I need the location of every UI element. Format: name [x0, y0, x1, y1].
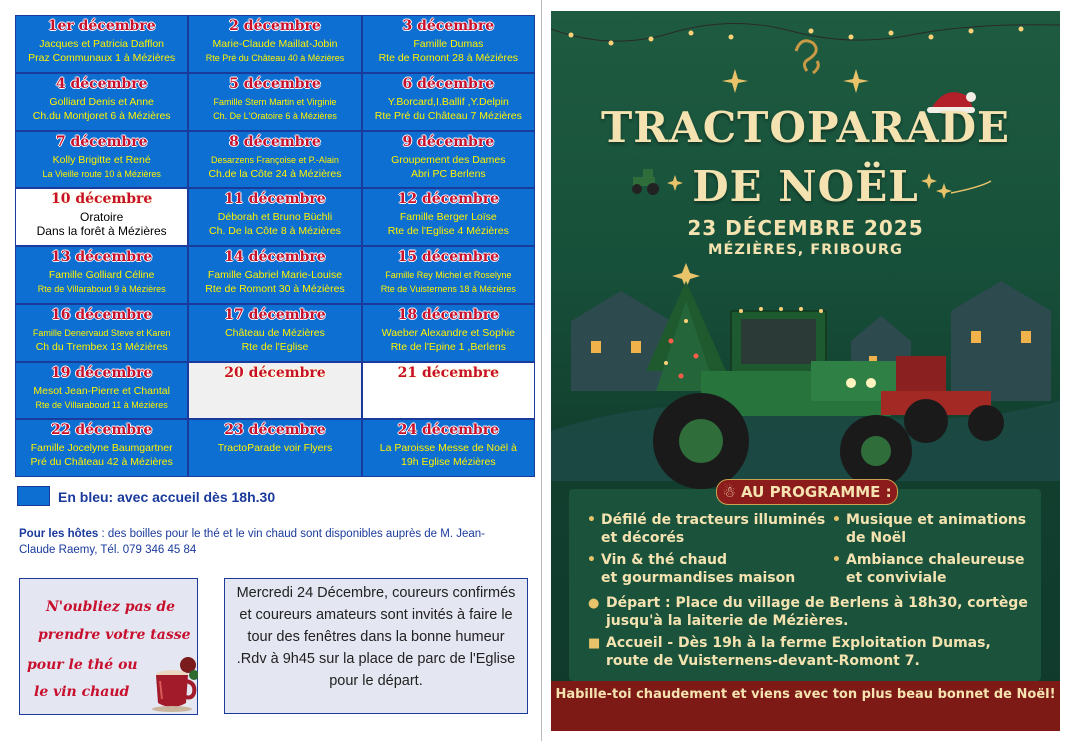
calendar-day-date: 19 décembre [50, 364, 153, 381]
calendar-day-address: Ch.du Montjoret 6 à Mézières [32, 109, 171, 122]
bullet-1-line-2: et décorés [601, 530, 685, 546]
calendar-day-address: Praz Communaux 1 à Mézières [28, 52, 176, 64]
bullet-2-line-2: de Noël [846, 530, 907, 546]
calendar-day-cell [363, 363, 534, 419]
calendar-day-cell [363, 189, 534, 245]
calendar-day-host: Famille Berger Loïse [399, 211, 497, 224]
poster-title-line-1: TRACTOPARADE [600, 103, 1011, 152]
calendar-day-cell [363, 305, 534, 361]
calendar-day-date: 9 décembre [402, 133, 495, 150]
poster-place: MÉZIÈRES, FRIBOURG [708, 242, 903, 258]
calendar-day-host: Famille Dumas [413, 38, 484, 50]
calendar-day-date: 1er décembre [47, 18, 156, 34]
calendar-day-date: 20 décembre [224, 364, 326, 381]
calendar-day-cell [189, 305, 360, 361]
bullet-dot-icon: • [832, 552, 841, 568]
advent-calendar-grid [15, 15, 535, 477]
calendar-day-date: 7 décembre [55, 133, 148, 150]
snowman-icon: ☃ [722, 483, 742, 501]
bullet-4-line-2: et conviviale [846, 570, 947, 586]
calendar-day-date: 13 décembre [50, 249, 153, 265]
calendar-day-date: 11 décembre [224, 191, 326, 208]
calendar-day-cell [189, 132, 360, 188]
calendar-day-date: 15 décembre [397, 249, 499, 265]
calendar-day-address: Ch. De la Côte 8 à Mézières [209, 225, 341, 238]
calendar-day-date: 8 décembre [229, 133, 321, 150]
calendar-day-host: Famille Stern Martin et Virginie [213, 96, 337, 107]
page-separator [541, 0, 542, 741]
bullet-3-line-2: et gourmandises maison [601, 570, 796, 586]
calendar-day-address: Dans la forêt à Mézières [36, 224, 167, 239]
calendar-day-cell [189, 16, 360, 72]
calendar-day-date: 21 décembre [397, 364, 499, 381]
calendar-day-cell [363, 132, 534, 188]
calendar-day-date: 5 décembre [229, 75, 321, 92]
calendar-day-date: 2 décembre [229, 18, 321, 34]
calendar-day-host: Famille Rey Michel et Roselyne [385, 270, 512, 280]
location-pin-icon: ● [588, 596, 600, 611]
bullet-1-line-1: Défilé de tracteurs illuminés [601, 512, 826, 528]
depart-line-1: Départ : Place du village de Berlens à 18h30, cortège [606, 595, 1028, 611]
calendar-day-cell [363, 247, 534, 303]
calendar-day-date: 16 décembre [50, 306, 153, 323]
program-bullet-2 [832, 511, 1027, 547]
bullet-dot-icon: • [587, 512, 596, 528]
tasse-line-2: prendre votre tasse [38, 627, 191, 643]
calendar-day-date: 22 décembre [50, 422, 153, 439]
calendar-day-date: 24 décembre [397, 422, 499, 439]
calendar-day-address: Rte Pré du Château 40 à Mézières [205, 53, 345, 63]
calendar-day-address: Rte de l'Epine 1 ,Berlens [390, 340, 506, 353]
accueil-info [588, 634, 991, 670]
calendar-day-cell [16, 74, 187, 130]
calendar-day-host: Famille Golliard Céline [48, 269, 155, 281]
calendar-day-host: Groupement des Dames [391, 153, 506, 166]
calendar-day-host: La Paroisse Messe de Noël à [379, 442, 517, 455]
house-icon: ■ [588, 636, 601, 651]
program-label-text: AU PROGRAMME : [741, 483, 892, 501]
calendar-day-cell [16, 247, 187, 303]
program-bullet-4 [832, 551, 1025, 587]
accueil-line-2: route de Vuisternens-devant-Romont 7. [606, 653, 920, 669]
calendar-day-date: 17 décembre [224, 306, 326, 323]
calendar-day-address: Ch. De L'Oratoire 6 à Mézières [213, 110, 337, 121]
calendar-day-cell [16, 132, 187, 188]
program-bullet-1 [587, 511, 826, 547]
program-bullet-3 [587, 551, 796, 587]
tasse-reminder-box [19, 578, 198, 715]
calendar-day-cell [363, 74, 534, 130]
calendar-day-address: Ch.de la Côte 24 à Mézières [208, 167, 342, 180]
bullet-4-line-1: Ambiance chaleureuse [846, 552, 1025, 568]
calendar-day-address: Abri PC Berlens [410, 167, 486, 180]
depart-line-2: jusqu'à la laiterie de Mézières. [606, 613, 849, 629]
calendar-day-cell [189, 420, 360, 476]
calendar-day-cell [189, 363, 360, 419]
calendar-day-cell [363, 16, 534, 72]
tasse-line-1: N'oubliez pas de [46, 599, 176, 615]
calendar-day-address: Rte de Vuisternens 18 à Mézières [380, 284, 516, 294]
calendar-day-cell [363, 420, 534, 476]
calendar-day-address: Ch du Trembex 13 Mézières [35, 340, 168, 353]
calendar-day-address: Rte de Villaraboud 11 à Mézières [35, 399, 168, 410]
poster-title-line-2: DE NOËL [692, 162, 919, 211]
bullet-2-line-1: Musique et animations [846, 512, 1027, 528]
poster-footer: Habille-toi chaudement et viens avec ton plus beau bonnet de Noël! [551, 681, 1060, 731]
hosts-note [19, 526, 509, 558]
calendar-day-host: Famille Denervaud Steve et Karen [32, 327, 171, 338]
calendar-day-host: Déborah et Bruno Büchli [217, 211, 333, 224]
calendar-day-address: Rte de l'Eglise [241, 340, 309, 353]
calendar-day-cell [16, 305, 187, 361]
calendar-day-cell [189, 189, 360, 245]
calendar-day-address: Rte de Villaraboud 9 à Mézières [37, 284, 166, 294]
calendar-day-cell [16, 16, 187, 72]
bullet-dot-icon: • [832, 512, 841, 528]
calendar-day-date: 12 décembre [397, 191, 499, 208]
hosts-note-text: : des boilles pour le thé et le vin chaud sont disponibles auprès de M. Jean-Claude Raemy, Tél. 079 346 45 84 [19, 528, 486, 556]
hosts-note-label: Pour les hôtes [19, 528, 99, 540]
calendar-day-date: 14 décembre [224, 249, 326, 265]
calendar-day-host: Golliard Denis et Anne [49, 95, 154, 108]
poster-date: 23 DÉCEMBRE 2025 [687, 216, 924, 240]
tasse-line-3: pour le thé ou [27, 657, 138, 673]
calendar-day-date: 23 décembre [224, 422, 326, 439]
calendar-day-host: Jacques et Patricia Dafflon [39, 38, 165, 50]
legend-blue-swatch [17, 486, 50, 506]
calendar-day-host: Marie-Claude Maillat-Jobin [212, 38, 338, 50]
bullet-dot-icon: • [587, 552, 596, 568]
accueil-line-1: Accueil - Dès 19h à la ferme Exploitation Dumas, [606, 635, 991, 651]
calendar-day-address: Pré du Château 42 à Mézières [30, 456, 173, 469]
calendar-day-host: Château de Mézières [225, 326, 325, 339]
calendar-day-host: Famille Gabriel Marie-Louise [207, 269, 343, 281]
calendar-day-date: 10 décembre [50, 191, 153, 208]
calendar-day-cell [16, 363, 187, 419]
calendar-day-host: Oratoire [79, 210, 124, 225]
calendar-day-address: 19h Eglise Mézières [401, 456, 496, 469]
calendar-day-host: Desarzens Françoise et P.-Alain [211, 154, 339, 165]
calendar-day-host: Famille Jocelyne Baumgartner [30, 442, 173, 455]
bullet-3-line-1: Vin & thé chaud [601, 552, 728, 568]
tasse-line-4: le vin chaud [34, 684, 130, 700]
calendar-day-cell [16, 189, 187, 245]
calendar-day-address: Rte Pré du Château 7 Mézières [374, 109, 522, 122]
calendar-day-address: Rte de Romont 28 à Mézières [378, 52, 519, 64]
calendar-day-address: Rte de l'Eglise 4 Mézières [387, 225, 509, 238]
calendar-day-date: 18 décembre [397, 306, 499, 323]
program-label [716, 479, 898, 505]
calendar-day-date: 6 décembre [402, 75, 495, 92]
calendar-day-host: Y.Borcard,I.Ballif ,Y.Delpin [387, 95, 509, 108]
mug-image [150, 657, 198, 713]
calendar-day-host: Waeber Alexandre et Sophie [381, 326, 515, 339]
calendar-day-cell [189, 74, 360, 130]
calendar-day-date: 3 décembre [402, 18, 495, 34]
calendar-day-date: 4 décembre [55, 75, 148, 92]
runners-box: Mercredi 24 Décembre, coureurs confirmés et coureurs amateurs sont invités à faire le tour des fenêtres dans la bonne humeur .Rdv à 9h45 sur la place de parc de l'Eglise pour le départ. [224, 578, 528, 714]
calendar-day-cell [189, 247, 360, 303]
calendar-day-host: Kolly Brigitte et René [52, 153, 151, 166]
calendar-day-address: La Vieille route 10 à Mézières [42, 168, 161, 179]
calendar-day-host: Mesot Jean-Pierre et Chantal [33, 384, 170, 397]
depart-info [588, 594, 1028, 630]
tractoparade-poster [551, 11, 1060, 731]
calendar-day-cell [16, 420, 187, 476]
calendar-day-host: TractoParade voir Flyers [217, 442, 333, 455]
calendar-day-address: Rte de Romont 30 à Mézières [205, 283, 345, 295]
legend-text: En bleu: avec accueil dès 18h.30 [58, 489, 276, 505]
